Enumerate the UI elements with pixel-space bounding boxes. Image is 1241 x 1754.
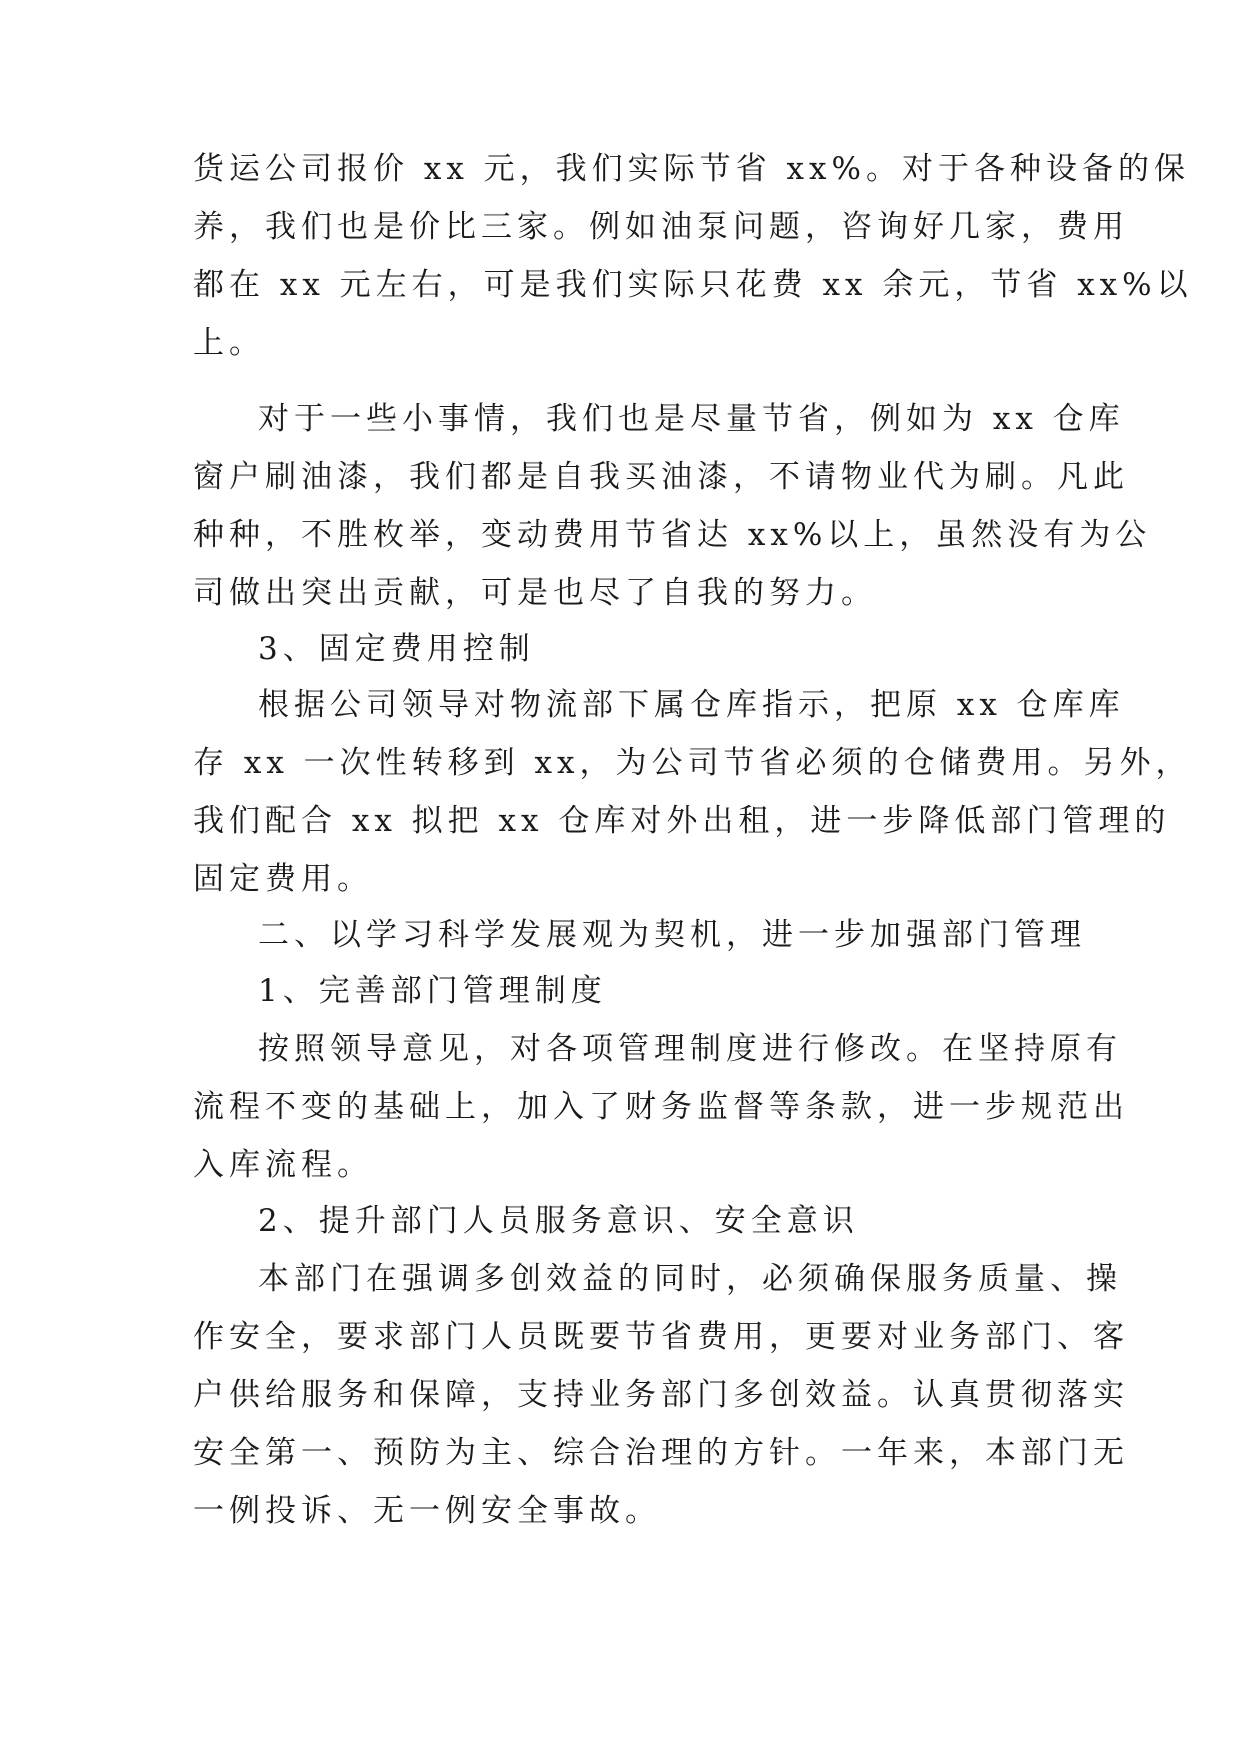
text-line: 作安全，要求部门人员既要节省费用，更要对业务部门、客 — [193, 1319, 1129, 1355]
text-line: 安全第一、预防为主、综合治理的方针。一年来，本部门无 — [193, 1435, 1129, 1471]
section-heading: 1、完善部门管理制度 — [258, 973, 607, 1009]
text-line: 上。 — [193, 325, 265, 361]
section-heading: 2、提升部门人员服务意识、安全意识 — [258, 1203, 859, 1239]
text-line: 司做出突出贡献，可是也尽了自我的努力。 — [193, 575, 877, 611]
text-line: 入库流程。 — [193, 1147, 373, 1183]
text-line: 按照领导意见，对各项管理制度进行修改。在坚持原有 — [258, 1031, 1122, 1067]
text-line: 都在 xx 元左右，可是我们实际只花费 xx 余元，节省 xx%以 — [193, 267, 1193, 303]
section-heading: 二、以学习科学发展观为契机，进一步加强部门管理 — [258, 917, 1086, 953]
text-line: 户供给服务和保障，支持业务部门多创效益。认真贯彻落实 — [193, 1377, 1129, 1413]
text-line: 存 xx 一次性转移到 xx，为公司节省必须的仓储费用。另外， — [193, 745, 1192, 781]
text-line: 根据公司领导对物流部下属仓库指示，把原 xx 仓库库 — [258, 687, 1125, 723]
text-line: 对于一些小事情，我们也是尽量节省，例如为 xx 仓库 — [258, 401, 1125, 437]
text-line: 一例投诉、无一例安全事故。 — [193, 1493, 661, 1529]
text-line: 窗户刷油漆，我们都是自我买油漆，不请物业代为刷。凡此 — [193, 459, 1129, 495]
section-heading: 3、固定费用控制 — [258, 631, 535, 667]
text-line: 本部门在强调多创效益的同时，必须确保服务质量、操 — [258, 1261, 1122, 1297]
text-line: 我们配合 xx 拟把 xx 仓库对外出租，进一步降低部门管理的 — [193, 803, 1171, 839]
text-line: 种种，不胜枚举，变动费用节省达 xx%以上，虽然没有为公 — [193, 517, 1152, 553]
text-line: 养，我们也是价比三家。例如油泵问题，咨询好几家，费用 — [193, 209, 1129, 245]
text-line: 货运公司报价 xx 元，我们实际节省 xx%。对于各种设备的保 — [193, 151, 1190, 187]
text-line: 固定费用。 — [193, 861, 373, 897]
text-line: 流程不变的基础上，加入了财务监督等条款，进一步规范出 — [193, 1089, 1129, 1125]
